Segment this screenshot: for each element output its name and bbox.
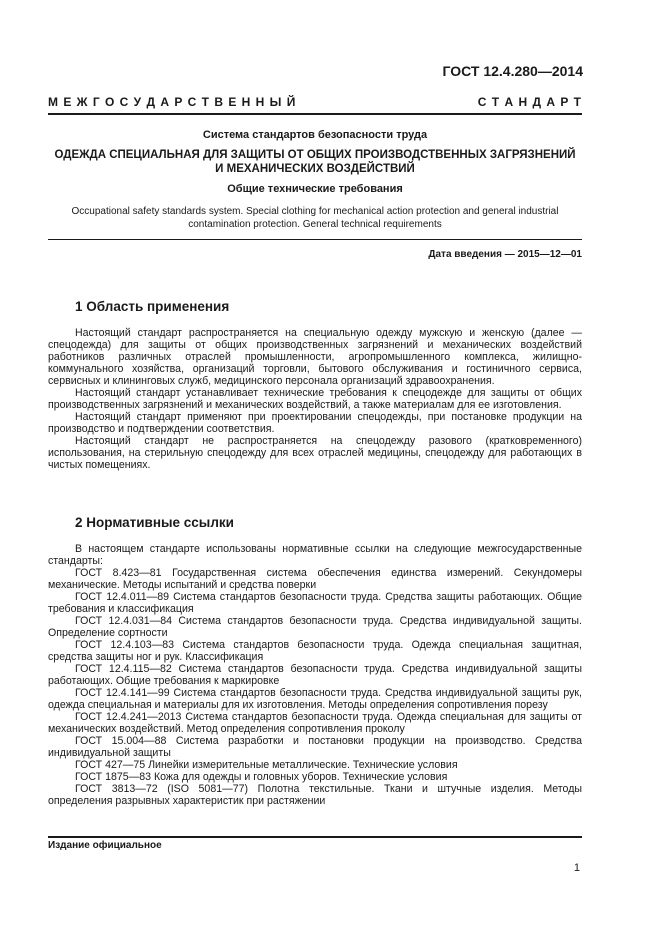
section-1-paragraph: Настоящий стандарт распространяется на специальную одежду мужскую и женскую (далее — спецодежда) для защиты от общих производственных загрязнений и механических воздействий работников различных отраслей промышленности, агропромышленного комплекса, жилищно-коммунального хозяйства, организаций торговли, бытового обслуживания и гостиничного сервиса, сервисных и клининговых служб, медицинского персонала организаций здравоохранения. (48, 327, 582, 387)
section-1-paragraph: Настоящий стандарт не распространяется на спецодежду разового (кратковременного) использования, на стерильную спецодежду для всех отраслей медицины, спецодежду для работающих в чистых помещениях. (48, 435, 582, 471)
title-line-1: ОДЕЖДА СПЕЦИАЛЬНАЯ ДЛЯ ЗАЩИТЫ ОТ ОБЩИХ ПРОИЗВОДСТВЕННЫХ ЗАГРЯЗНЕНИЙ (54, 149, 576, 161)
normative-reference: ГОСТ 8.423—81 Государственная система обеспечения единства измерений. Секундомеры механические. Методы испытаний и средства поверки (48, 567, 582, 591)
normative-reference: ГОСТ 12.4.011—89 Система стандартов безопасности труда. Средства защиты работающих. Общие требования и классификация (48, 591, 582, 615)
section-1-paragraph: Настоящий стандарт устанавливает технические требования к спецодежде для защиты от общих производственных загрязнений и механических воздействий, а также материалам для ее изготовления. (48, 387, 582, 411)
banner-word-standard: С Т А Н Д А Р Т (477, 95, 582, 109)
normative-reference: ГОСТ 15.004—88 Система разработки и постановки продукции на производство. Средства индивидуальной защиты (48, 735, 582, 759)
official-edition-label: Издание официальное (48, 840, 162, 851)
page-number: 1 (573, 862, 580, 874)
document-subtitle: Общие технические требования (227, 183, 403, 195)
section-2-heading: 2 Нормативные ссылки (75, 515, 234, 530)
standards-series: Система стандартов безопасности труда (202, 129, 428, 141)
title-rule (48, 239, 582, 240)
introduction-date: Дата введения — 2015—12—01 (428, 249, 582, 260)
normative-reference: ГОСТ 12.4.103—83 Система стандартов безопасности труда. Одежда специальная защитная, средства защиты ног и рук. Классификация (48, 639, 582, 663)
normative-reference: ГОСТ 12.4.115—82 Система стандартов безопасности труда. Средства индивидуальной защиты работающих. Общие требования к маркировке (48, 663, 582, 687)
english-title: Occupational safety standards system. Special clothing for mechanical action protection and general industrial contamination protection. General technical requirements (71, 206, 559, 230)
normative-reference: ГОСТ 12.4.241—2013 Система стандартов безопасности труда. Одежда специальная для защиты от механических воздействий. Метод определения сопротивления проколу (48, 711, 582, 735)
section-1-heading: 1 Область применения (75, 299, 230, 314)
normative-reference: ГОСТ 12.4.141—99 Система стандартов безопасности труда. Средства индивидуальной защиты рук, одежда специальная и материалы для их изготовления. Методы определения сопротивления порезу (48, 687, 582, 711)
section-1-body (48, 327, 582, 471)
normative-reference: ГОСТ 427—75 Линейки измерительные металлические. Технические условия (75, 759, 458, 771)
section-1-paragraph: Настоящий стандарт применяют при проектировании спецодежды, при постановке продукции на производство и подтверждении соответствия. (48, 411, 582, 435)
document-number: ГОСТ 12.4.280—2014 (442, 63, 583, 79)
title-line-2: И МЕХАНИЧЕСКИХ ВОЗДЕЙСТВИЙ (215, 163, 415, 175)
section-2-intro: В настоящем стандарте использованы нормативные ссылки на следующие межгосударственные стандарты: (48, 543, 582, 567)
normative-reference: ГОСТ 3813—72 (ISO 5081—77) Полотна текстильные. Ткани и штучные изделия. Методы определения разрывных характеристик при растяжении (48, 783, 582, 807)
normative-reference: ГОСТ 1875—83 Кожа для одежды и головных уборов. Технические условия (75, 771, 448, 783)
banner-word-interstate: М Е Ж Г О С У Д А Р С Т В Е Н Н Ы Й (48, 95, 297, 109)
interstate-standard-banner (48, 95, 582, 109)
footer-rule (48, 836, 582, 838)
normative-reference: ГОСТ 12.4.031—84 Система стандартов безопасности труда. Средства индивидуальной защиты. Определение сортности (48, 615, 582, 639)
header-rule (48, 113, 582, 115)
section-2-body (48, 543, 582, 807)
document-title (48, 148, 582, 176)
